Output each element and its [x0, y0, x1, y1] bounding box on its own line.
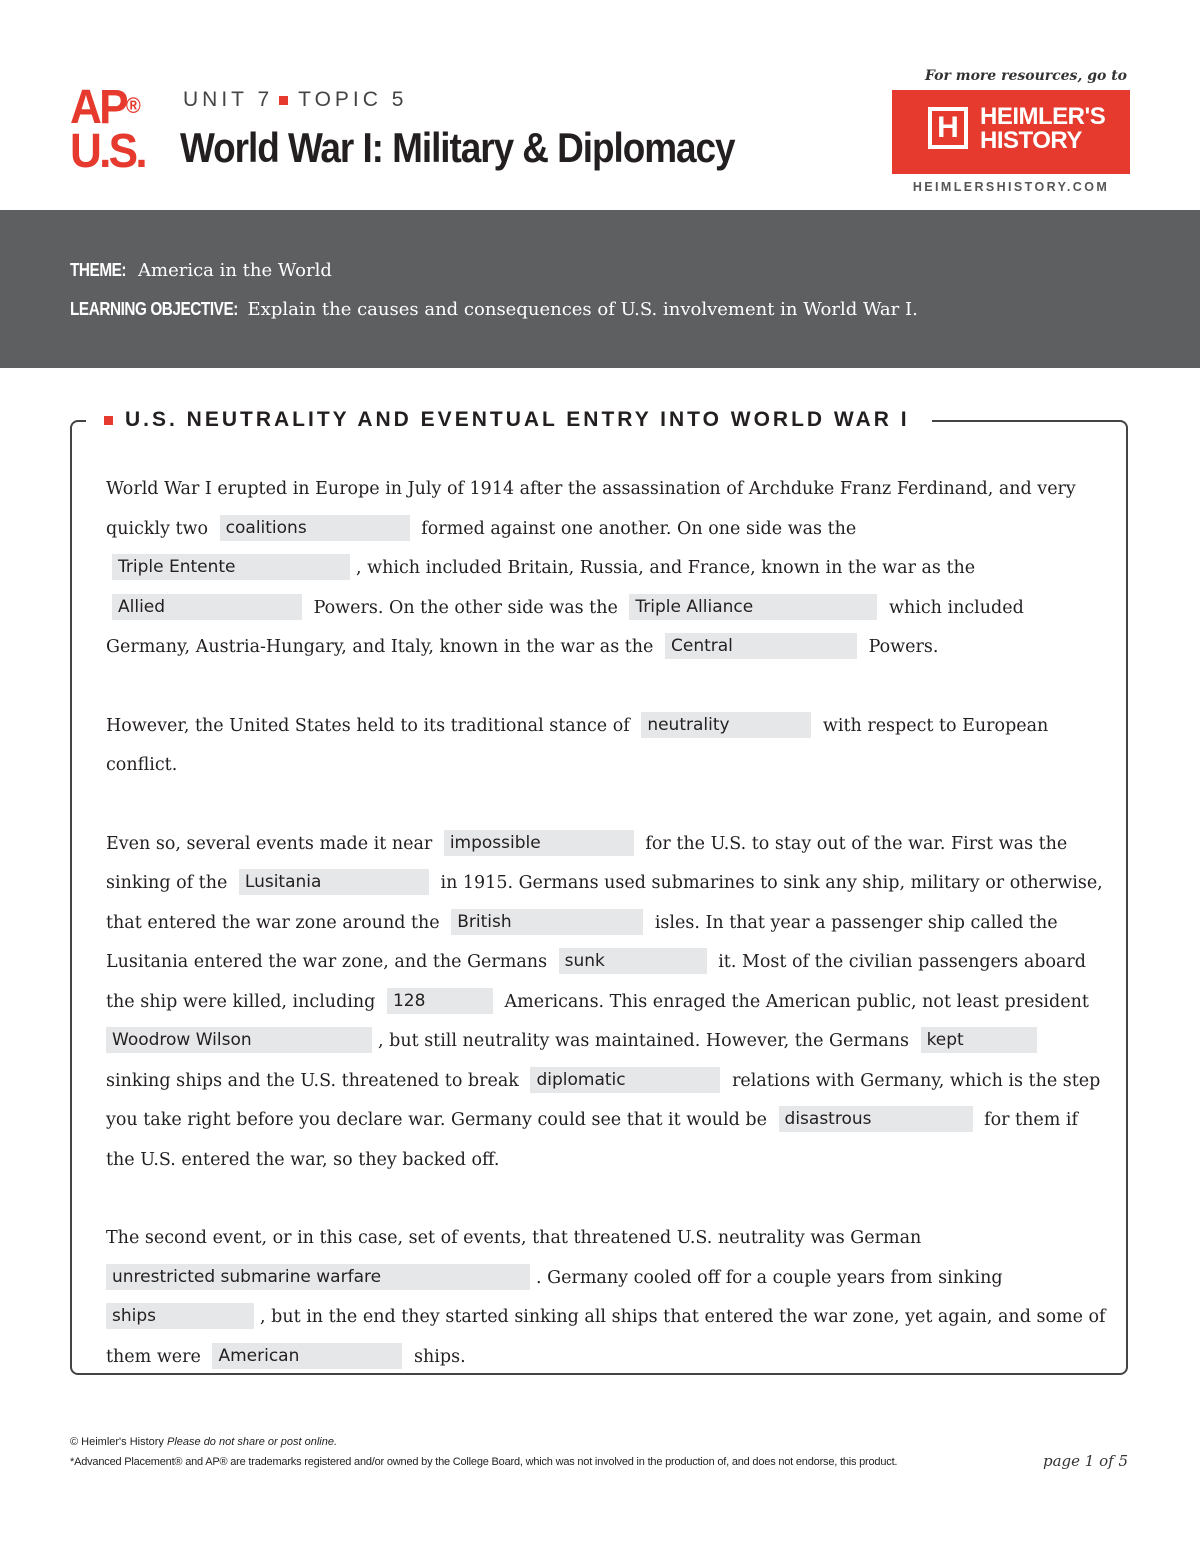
blank-field-british[interactable]: British: [451, 909, 643, 935]
blank-field-unrestricted-submarine-warfare[interactable]: unrestricted submarine warfare: [106, 1264, 530, 1290]
paragraph-4: The second event, or in this case, set of events, that threatened U.S. neutrality was German unrestricted submarine warfare . Germany cooled off for a couple years from sinking ships , but in the end they started sinking all ships that entered the war zone, yet again, and some of them were American ships.: [106, 1228, 1106, 1367]
copyright-line: © Heimler's History Please do not share or post online.: [70, 1436, 338, 1448]
blank-field-disastrous[interactable]: disastrous: [779, 1106, 973, 1132]
blank-field-neutrality[interactable]: neutrality: [641, 712, 811, 738]
theme-label: THEME:: [70, 260, 127, 280]
unit-topic-label: [183, 88, 407, 112]
blank-field-woodrow-wilson[interactable]: Woodrow Wilson: [106, 1027, 372, 1053]
worksheet-body: [106, 470, 1106, 1416]
ap-us-logo: AP® U.S.: [70, 81, 145, 178]
unit-label: UNIT 7: [183, 88, 274, 111]
blank-field-triple-alliance[interactable]: Triple Alliance: [629, 594, 877, 620]
resources-note: For more resources, go to: [925, 68, 1127, 84]
blank-field-sunk[interactable]: sunk: [559, 948, 707, 974]
objective-value: Explain the causes and consequences of U.S. involvement in World War I.: [247, 299, 918, 320]
red-square-bullet: [279, 96, 288, 105]
blank-field-triple-entente[interactable]: Triple Entente: [112, 554, 350, 580]
brand-url-link[interactable]: HEIMLERSHISTORY.COM: [912, 180, 1110, 194]
blank-field-coalitions[interactable]: coalitions: [220, 515, 410, 541]
theme-row: [70, 260, 332, 281]
page-title: World War I: Military & Diplomacy: [180, 124, 735, 171]
objective-row: [70, 299, 918, 320]
paragraph-3: Even so, several events made it near impossible for the U.S. to stay out of the war. First was the sinking of the Lusitania in 1915. Germans used submarines to sink any ship, military or otherwise, that entered the war zone around the British isles. In that year a passenger ship called the Lusitania entered the war zone, and the Germans sunk it. Most of the civilian passengers aboard the ship were killed, including 128 Americans. This enraged the American public, not least president Woodrow Wilson , but still neutrality was maintained. However, the Germans kept sinking ships and the U.S. threatened to break diplomatic relations with Germany, which is the step you take right before you declare war. Germany could see that it would be disastrous for them if the U.S. entered the war, so they backed off.: [106, 825, 1106, 1181]
blank-field-impossible[interactable]: impossible: [444, 830, 634, 856]
brand-name: HEIMLER'S HISTORY: [980, 103, 1106, 154]
blank-field-allied[interactable]: Allied: [112, 594, 302, 620]
theme-value: America in the World: [138, 260, 332, 281]
section-heading: U.S. NEUTRALITY AND EVENTUAL ENTRY INTO WORLD WAR I: [86, 405, 932, 435]
objective-label: LEARNING OBJECTIVE:: [70, 299, 238, 319]
topic-label: TOPIC 5: [298, 88, 408, 111]
red-square-bullet: [104, 416, 113, 425]
hh-logo-icon: H: [928, 107, 968, 149]
blank-field-lusitania[interactable]: Lusitania: [239, 869, 429, 895]
heimlers-history-logo[interactable]: [892, 90, 1130, 174]
page-number: page 1 of 5: [1043, 1452, 1128, 1470]
blank-field-central[interactable]: Central: [665, 633, 857, 659]
blank-field-diplomatic[interactable]: diplomatic: [530, 1067, 720, 1093]
blank-field-kept[interactable]: kept: [921, 1027, 1037, 1053]
blank-field-128[interactable]: 128: [387, 988, 493, 1014]
trademark-notice: *Advanced Placement® and AP® are trademarks registered and/or owned by the College Board, which was not involved in the production of, and does not endorse, this product.: [70, 1456, 898, 1468]
theme-objective-band: [0, 210, 1200, 368]
paragraph-1: World War I erupted in Europe in July of 1914 after the assassination of Archduke Franz Ferdinand, and very quickly two coalitions formed against one another. On one side was the Triple Entente , which included Britain, Russia, and France, known in the war as the Allied Powers. On the other side was the Triple Alliance which included Germany, Austria-Hungary, and Italy, known in the war as the Central Powers.: [106, 479, 1076, 657]
blank-field-ships[interactable]: ships: [106, 1303, 254, 1329]
paragraph-2: However, the United States held to its traditional stance of neutrality with respect to European conflict.: [106, 707, 1106, 786]
blank-field-american[interactable]: American: [212, 1343, 402, 1369]
